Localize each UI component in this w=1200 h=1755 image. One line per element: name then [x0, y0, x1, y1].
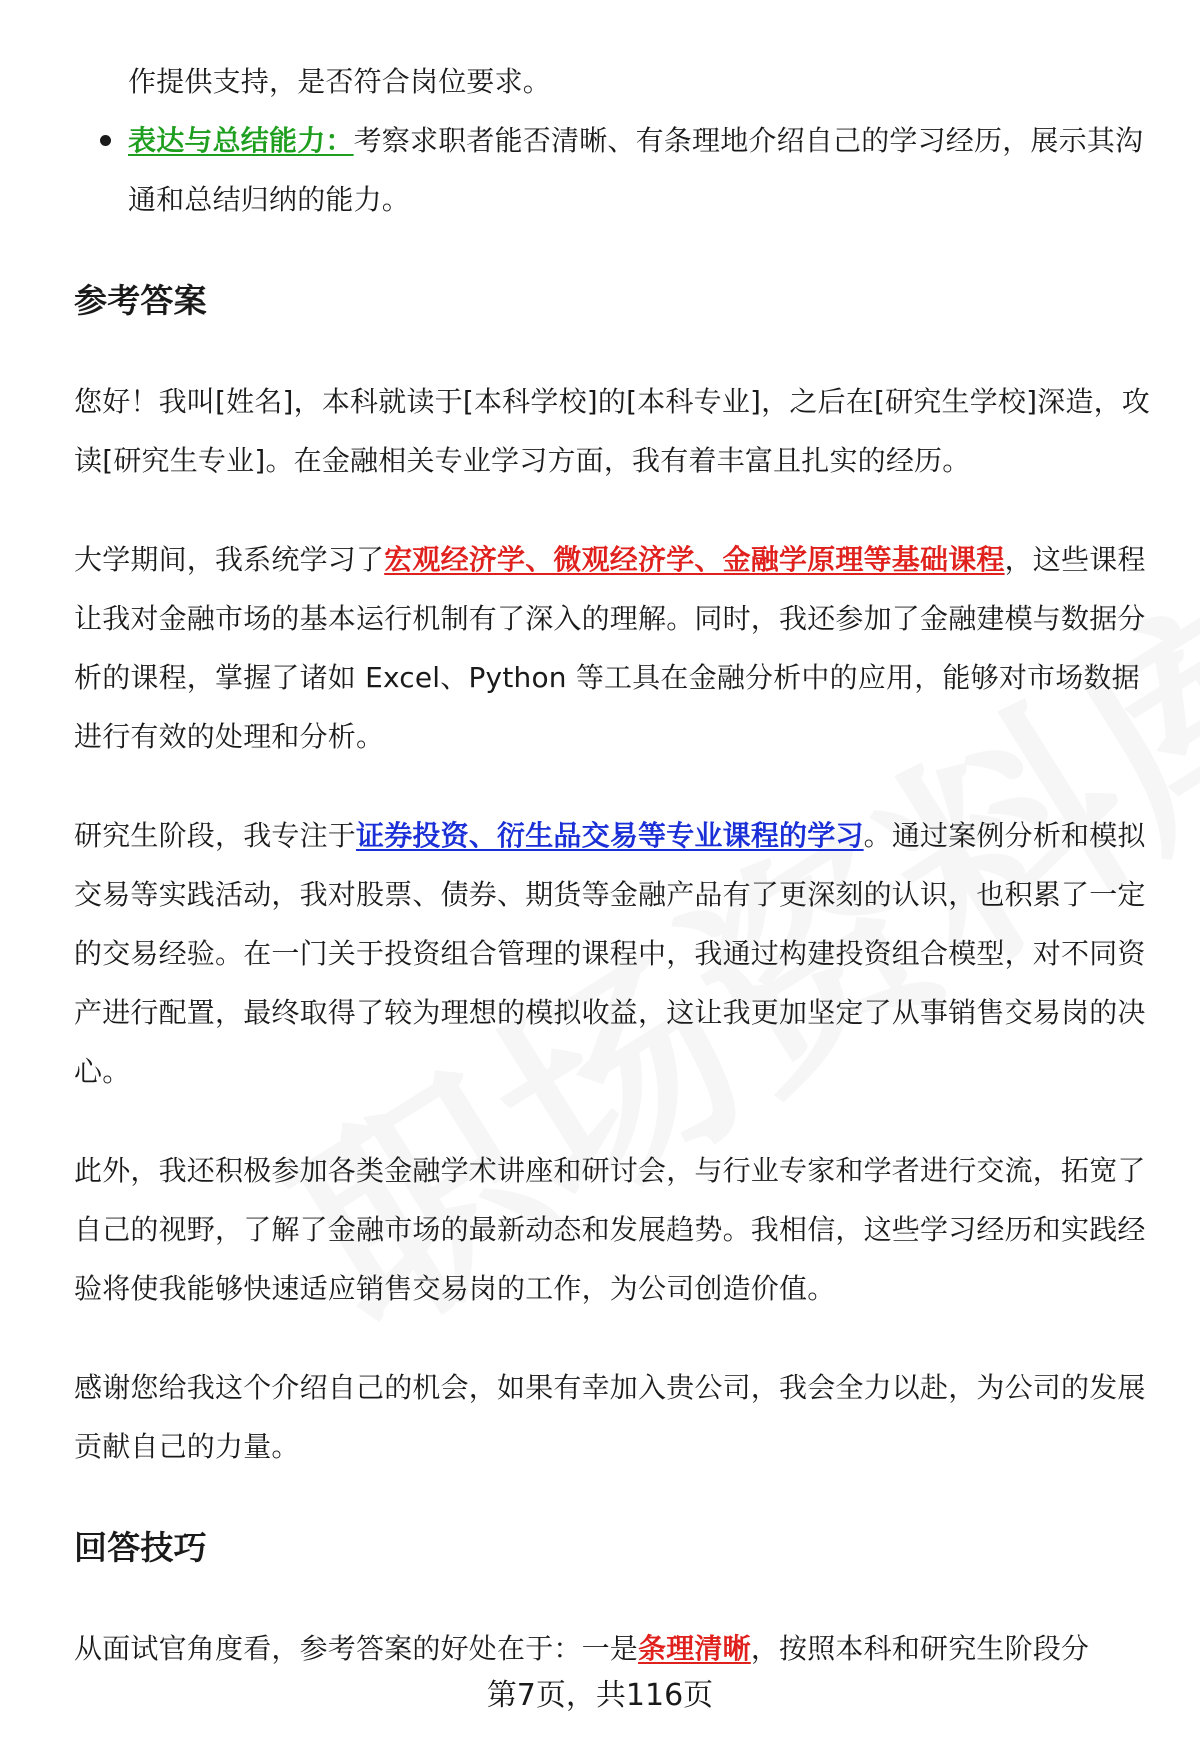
- tips-p1-post: ，按照本科和研究生阶段分: [750, 1632, 1090, 1665]
- tips-p1-pre: 从面试官角度看，参考答案的好处在于：一是: [74, 1632, 639, 1665]
- section-heading-reference-answer: 参考答案: [74, 281, 207, 320]
- criteria-continued-text: 作提供支持，是否符合岗位要求。: [128, 65, 552, 98]
- answer-paragraph-4: 此外，我还积极参加各类金融学术讲座和研讨会，与行业专家和学者进行交流，拓宽了自己的视野，了解了金融市场的最新动态和发展趋势。我相信，这些学习经历和实践经验将使我能够快速适应销售交易岗的工作，为公司创造价值。: [74, 1154, 1146, 1305]
- criteria-label: 表达与总结能力：: [128, 124, 354, 157]
- answer-paragraph-1: 您好！我叫[姓名]，本科就读于[本科学校]的[本科专业]，之后在[研究生学校]深造，攻读[研究生专业]。在金融相关专业学习方面，我有着丰富且扎实的经历。: [74, 385, 1150, 477]
- bullet-dot-icon: [100, 135, 111, 146]
- section-heading-tips: 回答技巧: [74, 1528, 207, 1567]
- document-content: [74, 52, 1164, 1678]
- answer-p3-post: 。通过案例分析和模拟交易等实践活动，我对股票、债券、期货等金融产品有了更深刻的认识，也积累了一定的交易经验。在一门关于投资组合管理的课程中，我通过构建投资组合模型，对不同资产进行配置，最终取得了较为理想的模拟收益，这让我更加坚定了从事销售交易岗的决心。: [74, 819, 1146, 1088]
- page-number: 第7页，共116页: [486, 1678, 714, 1713]
- answer-p3-pre: 研究生阶段，我专注于: [74, 819, 357, 852]
- answer-p3-highlight: 证券投资、衍生品交易等专业课程的学习: [356, 819, 864, 852]
- answer-p2-pre: 大学期间，我系统学习了: [74, 543, 385, 576]
- answer-paragraph-2: [74, 530, 1164, 766]
- criteria-list-item: [74, 111, 1164, 229]
- tips-p1-highlight: 条理清晰: [638, 1632, 751, 1665]
- answer-p2-post: ，这些课程让我对金融市场的基本运行机制有了深入的理解。同时，我还参加了金融建模与数据分析的课程，掌握了诸如 Excel、Python 等工具在金融分析中的应用，能够对市场数据进行有效的处理和分析。: [74, 543, 1146, 753]
- answer-p2-highlight: 宏观经济学、微观经济学、金融学原理等基础课程: [384, 543, 1005, 576]
- criteria-text: 考察求职者能否清晰、有条理地介绍自己的学习经历，展示其沟通和总结归纳的能力。: [128, 124, 1144, 216]
- answer-paragraph-5: 感谢您给我这个介绍自己的机会，如果有幸加入贵公司，我会全力以赴，为公司的发展贡献自己的力量。: [74, 1371, 1146, 1463]
- answer-paragraph-3: [74, 806, 1164, 1101]
